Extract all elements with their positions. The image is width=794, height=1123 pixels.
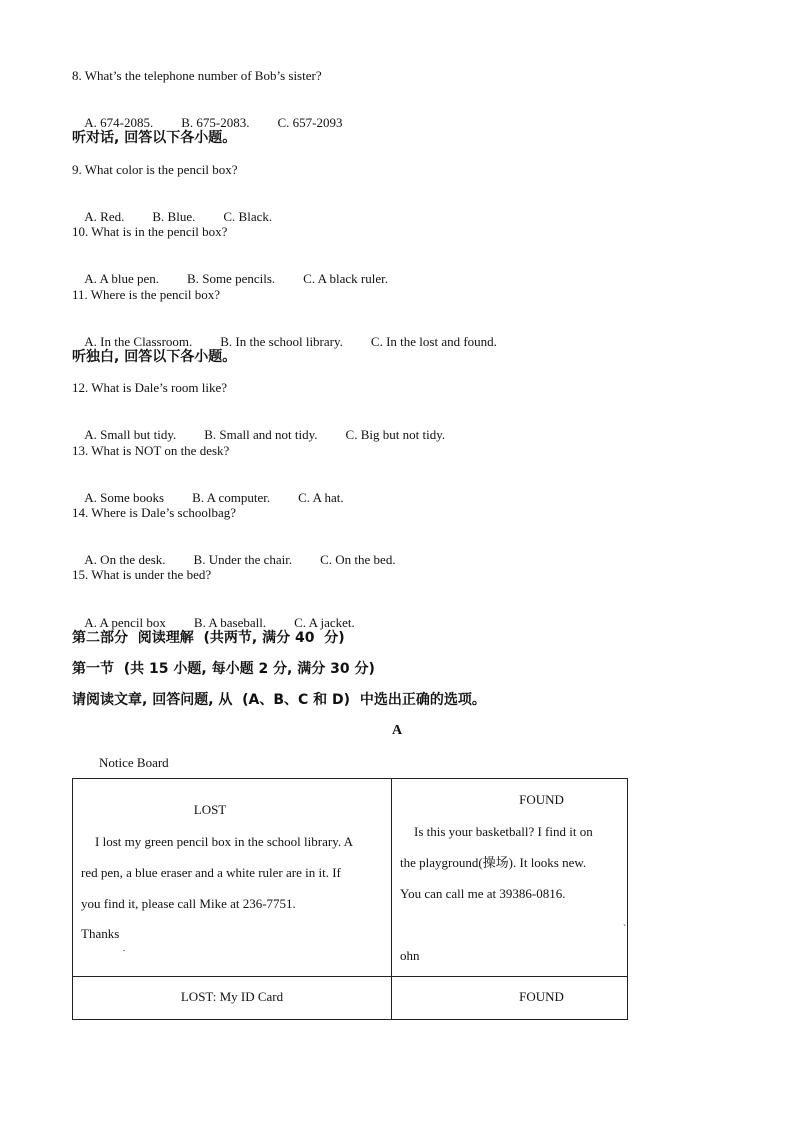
option: A. A blue pen. bbox=[84, 271, 160, 286]
part2-section1: 第一节 (共 15 小题, 每小题 2 分, 满分 30 分) bbox=[72, 661, 375, 677]
found-notice-line: the playground(操场). It looks new. bbox=[400, 855, 587, 870]
notice-board-title: Notice Board bbox=[99, 755, 169, 770]
stray-mark: ` bbox=[623, 923, 626, 933]
option: A. In the Classroom. bbox=[84, 334, 193, 349]
question-14: 14. Where is Dale’s schoolbag? bbox=[72, 505, 237, 520]
lost-id-card-title: LOST: My ID Card bbox=[180, 989, 284, 1004]
option: C. Black. bbox=[223, 209, 273, 224]
option: C. On the bed. bbox=[320, 552, 396, 567]
passage-label: A bbox=[391, 723, 403, 738]
option: C. 657-2093 bbox=[277, 115, 343, 130]
option: C. Big but not tidy. bbox=[345, 427, 446, 442]
question-8: 8. What’s the telephone number of Bob’s sister? bbox=[72, 68, 322, 83]
option: A. Small but tidy. bbox=[84, 427, 177, 442]
found-notice-cell bbox=[392, 779, 628, 977]
question-9: 9. What color is the pencil box? bbox=[72, 162, 238, 177]
option: C. A black ruler. bbox=[303, 271, 389, 286]
option: C. A hat. bbox=[298, 490, 344, 505]
question-12: 12. What is Dale’s room like? bbox=[72, 380, 228, 395]
section-heading-dialogue: 听对话, 回答以下各小题。 bbox=[72, 130, 237, 146]
question-10: 10. What is in the pencil box? bbox=[72, 224, 228, 239]
lost-notice-title: LOST bbox=[193, 802, 227, 817]
question-11: 11. Where is the pencil box? bbox=[72, 287, 221, 302]
question-15: 15. What is under the bed? bbox=[72, 567, 212, 582]
lost-notice-line: you find it, please call Mike at 236-7751. bbox=[81, 896, 296, 911]
lost-notice-cell bbox=[73, 779, 392, 977]
found-notice-signature: ohn bbox=[400, 948, 420, 963]
option: B. Blue. bbox=[152, 209, 196, 224]
lost-notice-line: I lost my green pencil box in the school library. A bbox=[95, 834, 354, 849]
option: A. 674-2085. bbox=[84, 115, 154, 130]
lost-notice-body bbox=[81, 826, 381, 949]
question-13: 13. What is NOT on the desk? bbox=[72, 443, 230, 458]
option: B. 675-2083. bbox=[181, 115, 250, 130]
part2-instruction: 请阅读文章, 回答问题, 从 (A、B、C 和 D) 中选出正确的选项。 bbox=[72, 692, 486, 708]
lost-notice-line: red pen, a blue eraser and a white ruler are in it. If bbox=[81, 865, 341, 880]
lost-id-card-cell bbox=[73, 977, 392, 1020]
option: A. Some books bbox=[84, 490, 165, 505]
found-notice-line: Is this your basketball? I find it on bbox=[414, 824, 593, 839]
option: A. A pencil box bbox=[84, 615, 166, 630]
option: A. On the desk. bbox=[84, 552, 166, 567]
found-bottom-title: FOUND bbox=[519, 989, 564, 1004]
option: C. In the lost and found. bbox=[370, 334, 497, 349]
option: B. Under the chair. bbox=[193, 552, 293, 567]
found-notice-body bbox=[400, 816, 617, 909]
option: C. A jacket. bbox=[294, 615, 355, 630]
found-notice-line: You can call me at 39386-0816. bbox=[400, 886, 566, 901]
option: B. A baseball. bbox=[193, 615, 267, 630]
found-bottom-cell bbox=[392, 977, 628, 1020]
part2-title: 第二部分 阅读理解 (共两节, 满分 40 分) bbox=[72, 630, 345, 646]
stray-mark: . bbox=[123, 943, 126, 953]
option: A. Red. bbox=[84, 209, 125, 224]
option: B. Small and not tidy. bbox=[204, 427, 318, 442]
section-heading-monologue: 听独白, 回答以下各小题。 bbox=[72, 349, 237, 365]
found-notice-title: FOUND bbox=[519, 792, 564, 807]
option: B. In the school library. bbox=[220, 334, 343, 349]
option: B. Some pencils. bbox=[187, 271, 276, 286]
option: B. A computer. bbox=[192, 490, 271, 505]
lost-notice-line: Thanks bbox=[81, 926, 120, 941]
notice-board-table bbox=[72, 778, 628, 1020]
